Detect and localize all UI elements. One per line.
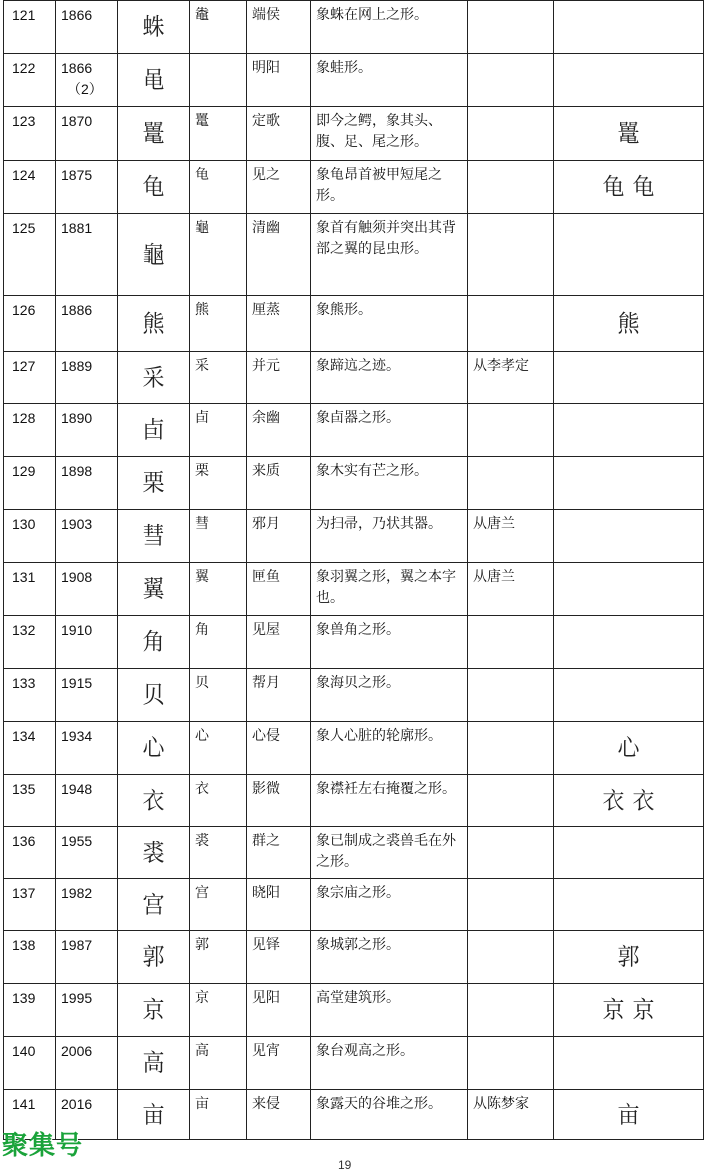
oracle-glyph: 龜 [142,241,165,269]
oracle-glyph: 裘 [142,839,165,867]
oracle-glyph: 衣 [142,787,165,815]
phonetic-reference: 群之 [247,827,311,879]
table-row [4,510,704,563]
character-description: 象人心脏的轮廓形。 [311,722,468,775]
code-number: 1982 [61,885,93,901]
watermark-logo: 聚集号 [2,1131,84,1161]
row-number: 129 [4,457,56,510]
modern-character: 翼 [190,563,247,616]
table-row [4,214,704,296]
code-number: 1889 [61,358,93,374]
oracle-glyph-cell [118,775,190,827]
variant-glyph: 熊 [617,310,640,338]
oracle-glyph-cell [118,722,190,775]
code-number: 1915 [61,675,93,691]
table-row [4,107,704,161]
code-number: 1870 [61,113,93,129]
code-cell [56,775,118,827]
variant-glyph: 京 [632,997,655,1024]
source-attribution [468,1037,554,1090]
character-description: 象台观高之形。 [311,1037,468,1090]
phonetic-reference: 明阳 [247,54,311,107]
code-cell [56,563,118,616]
code-number: 1898 [61,463,93,479]
row-number: 134 [4,722,56,775]
source-attribution [468,161,554,214]
table-row [4,457,704,510]
modern-character: 衣 [190,775,247,827]
code-cell [56,984,118,1037]
oracle-glyph-cell [118,984,190,1037]
row-number: 138 [4,931,56,984]
modern-character: 彗 [190,510,247,563]
character-description: 象卣器之形。 [311,404,468,457]
source-attribution [468,722,554,775]
oracle-glyph: 郭 [142,944,165,971]
variant-glyphs-cell [554,879,704,931]
row-number: 141 [4,1090,56,1140]
character-description: 象襟衽左右掩覆之形。 [311,775,468,827]
row-number: 131 [4,563,56,616]
code-number: 1934 [61,728,93,744]
character-description: 象蛙形。 [311,54,468,107]
oracle-glyph-cell [118,107,190,161]
table-row [4,616,704,669]
code-cell [56,161,118,214]
variant-glyphs-cell [554,669,704,722]
oracle-glyph-cell [118,352,190,404]
row-number: 126 [4,296,56,352]
oracle-glyph: 栗 [142,470,165,497]
oracle-glyph-cell [118,669,190,722]
source-attribution: 从唐兰 [468,563,554,616]
row-number: 121 [4,1,56,54]
character-description: 象龟昂首被甲短尾之形。 [311,161,468,214]
modern-character: 心 [190,722,247,775]
code-cell [56,1037,118,1090]
variant-glyph: 龟 [632,174,655,201]
source-attribution [468,107,554,161]
modern-character: 栗 [190,457,247,510]
variant-glyphs-cell [554,775,704,827]
phonetic-reference: 影微 [247,775,311,827]
modern-character: 宫 [190,879,247,931]
modern-character [190,54,247,107]
phonetic-reference: 定歌 [247,107,311,161]
oracle-glyph-cell [118,879,190,931]
row-number: 128 [4,404,56,457]
modern-character: 高 [190,1037,247,1090]
row-number: 130 [4,510,56,563]
code-number: 1955 [61,833,93,849]
character-description: 象羽翼之形，翼之本字也。 [311,563,468,616]
table-row [4,404,704,457]
oracle-glyph: 黾 [142,67,165,94]
character-description: 象海贝之形。 [311,669,468,722]
oracle-glyph-cell [118,404,190,457]
row-number: 136 [4,827,56,879]
code-number: 1866 [61,60,93,76]
modern-character: 鼍 [190,107,247,161]
table-row [4,352,704,404]
row-number: 123 [4,107,56,161]
oracle-glyph-cell [118,161,190,214]
oracle-glyph: 彗 [142,523,165,550]
phonetic-reference: 心侵 [247,722,311,775]
character-description: 即今之鳄，象其头、腹、足、尾之形。 [311,107,468,161]
phonetic-reference: 来侵 [247,1090,311,1140]
oracle-glyph-cell [118,1,190,54]
character-description: 象熊形。 [311,296,468,352]
oracle-glyph: 亩 [142,1101,165,1129]
code-cell [56,722,118,775]
table-row [4,563,704,616]
row-number: 140 [4,1037,56,1090]
oracle-glyph: 宫 [142,891,165,919]
oracle-glyph: 卣 [142,417,165,444]
row-number: 133 [4,669,56,722]
table-row [4,296,704,352]
character-description: 象城郭之形。 [311,931,468,984]
table-row [4,775,704,827]
variant-glyph: 心 [617,735,640,762]
variant-glyphs-cell [554,1037,704,1090]
source-attribution [468,296,554,352]
source-attribution [468,931,554,984]
source-attribution [468,404,554,457]
oracle-glyph: 高 [142,1050,165,1077]
code-number: 1903 [61,516,93,532]
row-number: 127 [4,352,56,404]
table-row [4,161,704,214]
character-description: 象兽角之形。 [311,616,468,669]
source-attribution [468,214,554,296]
modern-character: 郭 [190,931,247,984]
source-attribution: 从唐兰 [468,510,554,563]
modern-character: 熊 [190,296,247,352]
code-number: 1890 [61,410,93,426]
variant-glyphs-cell [554,616,704,669]
code-number: 2006 [61,1043,93,1059]
code-cell [56,879,118,931]
code-cell [56,1,118,54]
variant-glyphs-cell [554,984,704,1037]
source-attribution [468,616,554,669]
variant-glyphs-cell [554,1,704,54]
oracle-glyph-cell [118,296,190,352]
character-description: 象已制成之裘兽毛在外之形。 [311,827,468,879]
oracle-glyph-cell [118,54,190,107]
variant-glyph: 衣 [632,787,655,815]
code-cell [56,510,118,563]
oracle-glyph: 龟 [142,174,165,201]
character-description: 象露天的谷堆之形。 [311,1090,468,1140]
code-number: 1886 [61,302,93,318]
modern-character: 卣 [190,404,247,457]
code-cell [56,404,118,457]
phonetic-reference: 见铎 [247,931,311,984]
oracle-glyph-cell [118,931,190,984]
table-row [4,54,704,107]
code-number: 1881 [61,220,93,236]
code-number: 1908 [61,569,93,585]
modern-character: 亩 [190,1090,247,1140]
modern-character: 贝 [190,669,247,722]
variant-glyphs-cell [554,214,704,296]
modern-character: 鼄 [190,1,247,54]
code-cell [56,616,118,669]
oracle-glyph: 蛛 [142,14,165,41]
phonetic-reference: 厘蒸 [247,296,311,352]
character-description: 象首有触须并突出其背部之翼的昆虫形。 [311,214,468,296]
table-row [4,984,704,1037]
variant-glyphs-cell [554,563,704,616]
oracle-glyph: 角 [142,629,165,656]
phonetic-reference: 帮月 [247,669,311,722]
modern-character: 龟 [190,161,247,214]
table-row [4,827,704,879]
phonetic-reference: 晓阳 [247,879,311,931]
oracle-glyph: 采 [142,364,165,392]
code-cell [56,296,118,352]
source-attribution [468,984,554,1037]
variant-glyphs-cell [554,827,704,879]
modern-character: 角 [190,616,247,669]
row-number: 124 [4,161,56,214]
source-attribution [468,457,554,510]
oracle-glyph: 熊 [142,310,165,338]
page-number: 19 [338,1158,352,1172]
variant-glyph: 龟 [602,174,625,201]
character-description: 高堂建筑形。 [311,984,468,1037]
oracle-glyph: 京 [142,997,165,1024]
source-attribution: 从陈梦家 [468,1090,554,1140]
table-row [4,1037,704,1090]
source-attribution [468,1,554,54]
glyph-table [3,0,704,1140]
phonetic-reference: 匣鱼 [247,563,311,616]
code-number: 1866 [61,7,93,23]
code-cell [56,931,118,984]
variant-glyphs-cell [554,107,704,161]
character-description: 象宗庙之形。 [311,879,468,931]
source-attribution [468,827,554,879]
phonetic-reference: 见阳 [247,984,311,1037]
phonetic-reference: 见宵 [247,1037,311,1090]
code-cell [56,827,118,879]
variant-glyphs-cell [554,161,704,214]
source-attribution [468,54,554,107]
source-attribution [468,775,554,827]
source-attribution [468,669,554,722]
oracle-glyph-cell [118,1090,190,1140]
character-description: 象蹄迒之迹。 [311,352,468,404]
code-cell [56,214,118,296]
oracle-glyph-cell [118,563,190,616]
code-number: 1910 [61,622,93,638]
modern-character: 采 [190,352,247,404]
source-attribution [468,879,554,931]
code-number: 2016 [61,1096,93,1112]
oracle-glyph: 鼍 [142,120,165,148]
table-row [4,669,704,722]
code-cell [56,107,118,161]
phonetic-reference: 见之 [247,161,311,214]
oracle-glyph: 心 [142,735,165,762]
code-cell [56,54,118,107]
phonetic-reference: 来质 [247,457,311,510]
variant-glyphs-cell [554,457,704,510]
modern-character: 裘 [190,827,247,879]
code-cell [56,352,118,404]
oracle-glyph-cell [118,214,190,296]
phonetic-reference: 端侯 [247,1,311,54]
code-number: 1995 [61,990,93,1006]
character-description: 象木实有芒之形。 [311,457,468,510]
oracle-glyph: 翼 [142,576,165,603]
row-number: 137 [4,879,56,931]
row-number: 132 [4,616,56,669]
phonetic-reference: 清幽 [247,214,311,296]
code-number: 1987 [61,937,93,953]
oracle-glyph-cell [118,1037,190,1090]
phonetic-reference: 见屋 [247,616,311,669]
code-variant: （2） [67,81,103,97]
modern-character: 龜 [190,214,247,296]
oracle-glyph-cell [118,510,190,563]
variant-glyphs-cell [554,296,704,352]
oracle-glyph-cell [118,827,190,879]
row-number: 122 [4,54,56,107]
phonetic-reference: 并元 [247,352,311,404]
row-number: 139 [4,984,56,1037]
phonetic-reference: 余幽 [247,404,311,457]
variant-glyphs-cell [554,352,704,404]
modern-character: 京 [190,984,247,1037]
table-row [4,722,704,775]
phonetic-reference: 邪月 [247,510,311,563]
table-row [4,879,704,931]
code-number: 1875 [61,167,93,183]
code-cell [56,669,118,722]
variant-glyph: 衣 [602,787,625,815]
variant-glyph: 亩 [617,1101,640,1129]
row-number: 135 [4,775,56,827]
variant-glyphs-cell [554,722,704,775]
oracle-glyph-cell [118,457,190,510]
table-row [4,1090,704,1140]
oracle-glyph-cell [118,616,190,669]
variant-glyph: 鼍 [617,120,640,148]
source-attribution: 从李孝定 [468,352,554,404]
variant-glyphs-cell [554,931,704,984]
row-number: 125 [4,214,56,296]
variant-glyphs-cell [554,54,704,107]
oracle-glyph: 贝 [142,682,165,709]
character-description: 为扫帚，乃状其器。 [311,510,468,563]
variant-glyphs-cell [554,1090,704,1140]
variant-glyph: 郭 [617,944,640,971]
variant-glyphs-cell [554,404,704,457]
table-row [4,1,704,54]
variant-glyphs-cell [554,510,704,563]
character-description: 象蛛在网上之形。 [311,1,468,54]
variant-glyph: 京 [602,997,625,1024]
code-cell [56,457,118,510]
table-row [4,931,704,984]
code-number: 1948 [61,781,93,797]
